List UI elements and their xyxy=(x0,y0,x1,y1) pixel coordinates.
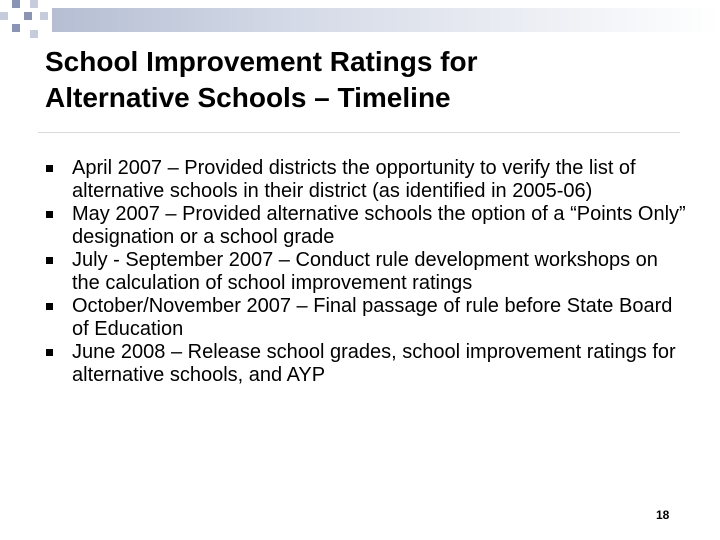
page-number: 18 xyxy=(656,508,670,522)
decor-square xyxy=(0,12,8,20)
square-bullet-icon xyxy=(46,211,53,218)
bullet-text: July - September 2007 – Conduct rule development workshops on the calculation of school improvement ratings xyxy=(72,249,658,294)
bullet-item xyxy=(46,203,686,249)
square-bullet-icon xyxy=(46,257,53,264)
decor-square xyxy=(12,0,20,8)
decor-square xyxy=(12,24,20,32)
decor-square xyxy=(24,12,32,20)
bullet-item xyxy=(46,157,686,203)
slide-title xyxy=(45,44,685,116)
bullet-item xyxy=(46,249,686,295)
bullet-text: October/November 2007 – Final passage of rule before State Board of Education xyxy=(72,295,673,340)
header-gradient-bar xyxy=(52,8,720,32)
square-bullet-icon xyxy=(46,349,53,356)
bullet-text: April 2007 – Provided districts the opportunity to verify the list of alternative schools in their district (as identified in 2005-06) xyxy=(72,157,636,202)
bullet-text: May 2007 – Provided alternative schools the option of a “Points Only” designation or a school grade xyxy=(72,203,686,248)
decor-square xyxy=(30,30,38,38)
bullet-list xyxy=(46,157,686,387)
slide-title-line-1: School Improvement Ratings for xyxy=(45,46,478,77)
decor-square xyxy=(40,12,48,20)
decor-square xyxy=(30,0,38,8)
bullet-item xyxy=(46,341,686,387)
square-bullet-icon xyxy=(46,165,53,172)
slide-title-line-2: Alternative Schools – Timeline xyxy=(45,82,451,113)
title-divider xyxy=(38,132,680,133)
header-decoration xyxy=(0,0,720,40)
bullet-item xyxy=(46,295,686,341)
square-bullet-icon xyxy=(46,303,53,310)
bullet-text: June 2008 – Release school grades, school improvement ratings for alternative schools, and AYP xyxy=(72,341,676,386)
